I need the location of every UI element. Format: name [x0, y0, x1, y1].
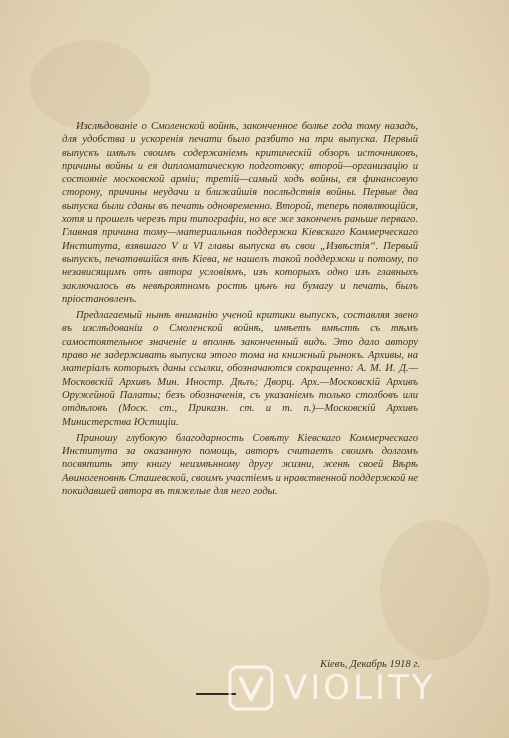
place-date-signature: Кіевъ, Декабрь 1918 г. — [320, 659, 420, 670]
paragraph-1: Изслѣдованіе о Смоленской войнѣ, законченное болѣе года тому назадъ, для удобства и ускоренія печати было разбито на три выпуска. Первый выпускъ имѣлъ своимъ содержаніемъ критическій обзоръ источниковъ, причины войны и ея дипломатическую подготовку; второй—организацію и состояніе московской арміи; третій—самый ходъ войны, ея финансовую сторону, причины неудачи и ближайшія послѣдствія войны. Первые два выпуска были сданы въ печать одновременно. Второй, теперь появляющійся, хотя и прошелъ черезъ три типографіи, но все же законченъ раньше перваго. Главная причина тому—материальная поддержка Кіевскаго Коммерческаго Института, взявшаго V и VI главы выпуска въ свои „Извѣстія“. Первый выпускъ, печатавшійся внѣ Кіева, не нашелъ такой поддержки и потому, по независящимъ отъ автора условіямъ, изъ которыхъ одно изъ главныхъ заключалось въ невѣроятномъ ростѣ цѣнъ на бумагу и печать, былъ пріостановленъ. — [62, 121, 418, 305]
violity-logo-icon — [228, 665, 274, 711]
watermark-text: VIOLITY — [284, 668, 436, 708]
paper-stain — [380, 520, 490, 660]
watermark — [228, 664, 436, 712]
paper-stain — [30, 40, 150, 130]
preface-text — [62, 120, 418, 501]
paragraph-3: Приношу глубокую благодарность Совѣту Кіевскаго Коммерческаго Института за оказанную помощь, авторъ считаетъ своимъ долгомъ посвятить эту книгу неизмѣнному другу жизни, женѣ своей Вѣрѣ Аѳиногеновнѣ Сташевской, своимъ участіемъ и нравственной поддержкой не покидавшей автора въ тяжелые для него годы. — [62, 432, 418, 498]
paragraph-2: Предлагаемый нынѣ вниманію ученой критики выпускъ, составляя звено въ изслѣдованіи о Смоленской войнѣ, имѣетъ вмѣстѣ съ тѣмъ самостоятельное значеніе и вполнѣ законченный видъ. Это дало автору право не задерживать выпуска этого тома на книжный рынокъ. Архивы, на матеріалъ которыхъ даны ссылки, обозначаются сокращенно: А. М. И. Д.—Московскій Архивъ Мин. Иностр. Дѣлъ; Дворц. Арх.—Московскій Архивъ Оружейной Палаты; безъ обозначенія, съ указаніемъ только столбовъ или отдѣловъ (Моск. ст., Приказн. ст. и т. п.)—Московскій Архивъ Министерства Юстиціи. — [62, 310, 418, 428]
